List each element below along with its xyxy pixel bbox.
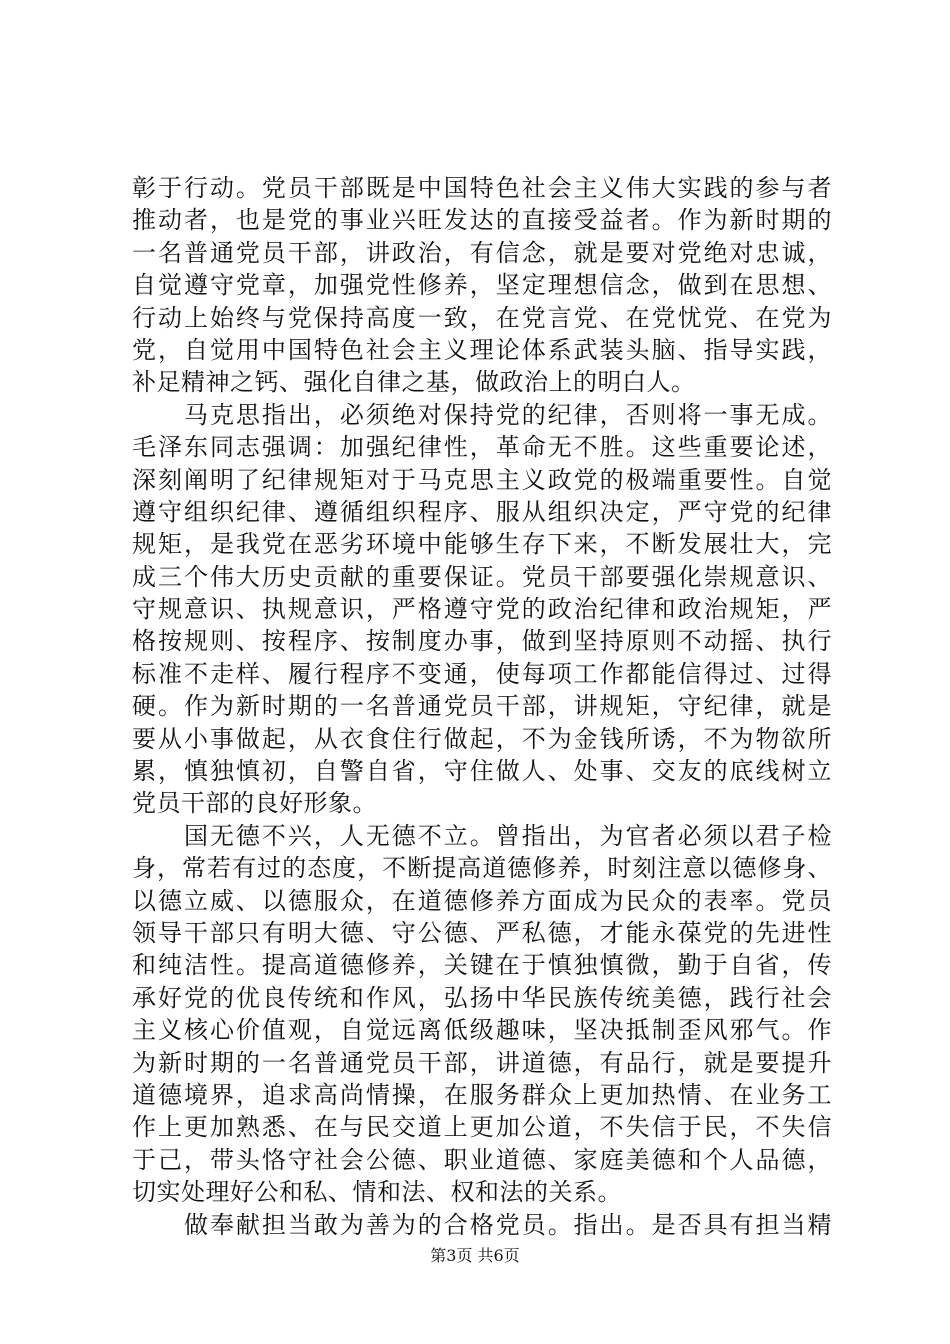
text-line: 马克思指出，必须绝对保持党的纪律，否则将一事无成。 xyxy=(132,400,832,429)
text-line: 守规意识、执规意识，严格遵守党的政治纪律和政治规矩，严 xyxy=(132,595,832,624)
text-line: 作上更加熟悉、在与民交道上更加公道，不失信于民，不失信 xyxy=(132,1113,832,1142)
text-line: 切实处理好公和私、情和法、权和法的关系。 xyxy=(132,1178,622,1207)
text-line: 标准不走样、履行程序不变通，使每项工作都能信得过、过得 xyxy=(132,659,832,688)
text-line: 硬。作为新时期的一名普通党员干部，讲规矩，守纪律，就是 xyxy=(132,692,832,721)
text-line: 国无德不兴，人无德不立。曾指出，为官者必须以君子检 xyxy=(132,821,832,850)
text-line: 推动者，也是党的事业兴旺发达的直接受益者。作为新时期的 xyxy=(132,206,832,235)
text-line: 行动上始终与党保持高度一致，在党言党、在党忧党、在党为 xyxy=(132,303,832,332)
text-line: 党，自觉用中国特色社会主义理论体系武装头脑、指导实践， xyxy=(132,335,832,364)
text-line: 成三个伟大历史贡献的重要保证。党员干部要强化崇规意识、 xyxy=(132,562,832,591)
text-line: 和纯洁性。提高道德修养，关键在于慎独慎微，勤于自省，传 xyxy=(132,951,832,980)
text-line: 党员干部的良好形象。 xyxy=(132,789,377,818)
text-line: 领导干部只有明大德、守公德、严私德，才能永葆党的先进性 xyxy=(132,918,832,947)
text-line: 自觉遵守党章，加强党性修养，坚定理想信念，做到在思想、 xyxy=(132,271,832,300)
text-line: 为新时期的一名普通党员干部，讲道德，有品行，就是要提升 xyxy=(132,1048,832,1077)
text-line: 做奉献担当敢为善为的合格党员。指出。是否具有担当精 xyxy=(132,1210,832,1239)
text-line: 于己，带头恪守社会公德、职业道德、家庭美德和个人品德， xyxy=(132,1145,832,1174)
text-line: 道德境界，追求高尚情操，在服务群众上更加热情、在业务工 xyxy=(132,1080,832,1109)
body-text xyxy=(132,172,832,1241)
text-line: 身，常若有过的态度，不断提高道德修养，时刻注意以德修身、 xyxy=(132,854,832,883)
text-line: 深刻阐明了纪律规矩对于马克思主义政党的极端重要性。自觉 xyxy=(132,465,832,494)
text-line: 一名普通党员干部，讲政治，有信念，就是要对党绝对忠诚， xyxy=(132,238,832,267)
text-line: 以德立威、以德服众，在道德修养方面成为民众的表率。党员 xyxy=(132,886,832,915)
text-line: 毛泽东同志强调：加强纪律性，革命无不胜。这些重要论述， xyxy=(132,433,832,462)
page-footer: 第3页 共6页 xyxy=(430,1246,520,1265)
text-line: 规矩，是我党在恶劣环境中能够生存下来，不断发展壮大，完 xyxy=(132,530,832,559)
text-line: 要从小事做起，从衣食住行做起，不为金钱所诱，不为物欲所 xyxy=(132,724,832,753)
text-line: 格按规则、按程序、按制度办事，做到坚持原则不动摇、执行 xyxy=(132,627,832,656)
text-line: 主义核心价值观，自觉远离低级趣味，坚决抵制歪风邪气。作 xyxy=(132,1016,832,1045)
text-line: 补足精神之钙、强化自律之基，做政治上的明白人。 xyxy=(132,368,696,397)
text-line: 承好党的优良传统和作风，弘扬中华民族传统美德，践行社会 xyxy=(132,983,832,1012)
text-line: 遵守组织纪律、遵循组织程序、服从组织决定，严守党的纪律 xyxy=(132,497,832,526)
text-line: 累，慎独慎初，自警自省，守住做人、处事、交友的底线树立 xyxy=(132,757,832,786)
text-line: 彰于行动。党员干部既是中国特色社会主义伟大实践的参与者 xyxy=(132,174,832,202)
